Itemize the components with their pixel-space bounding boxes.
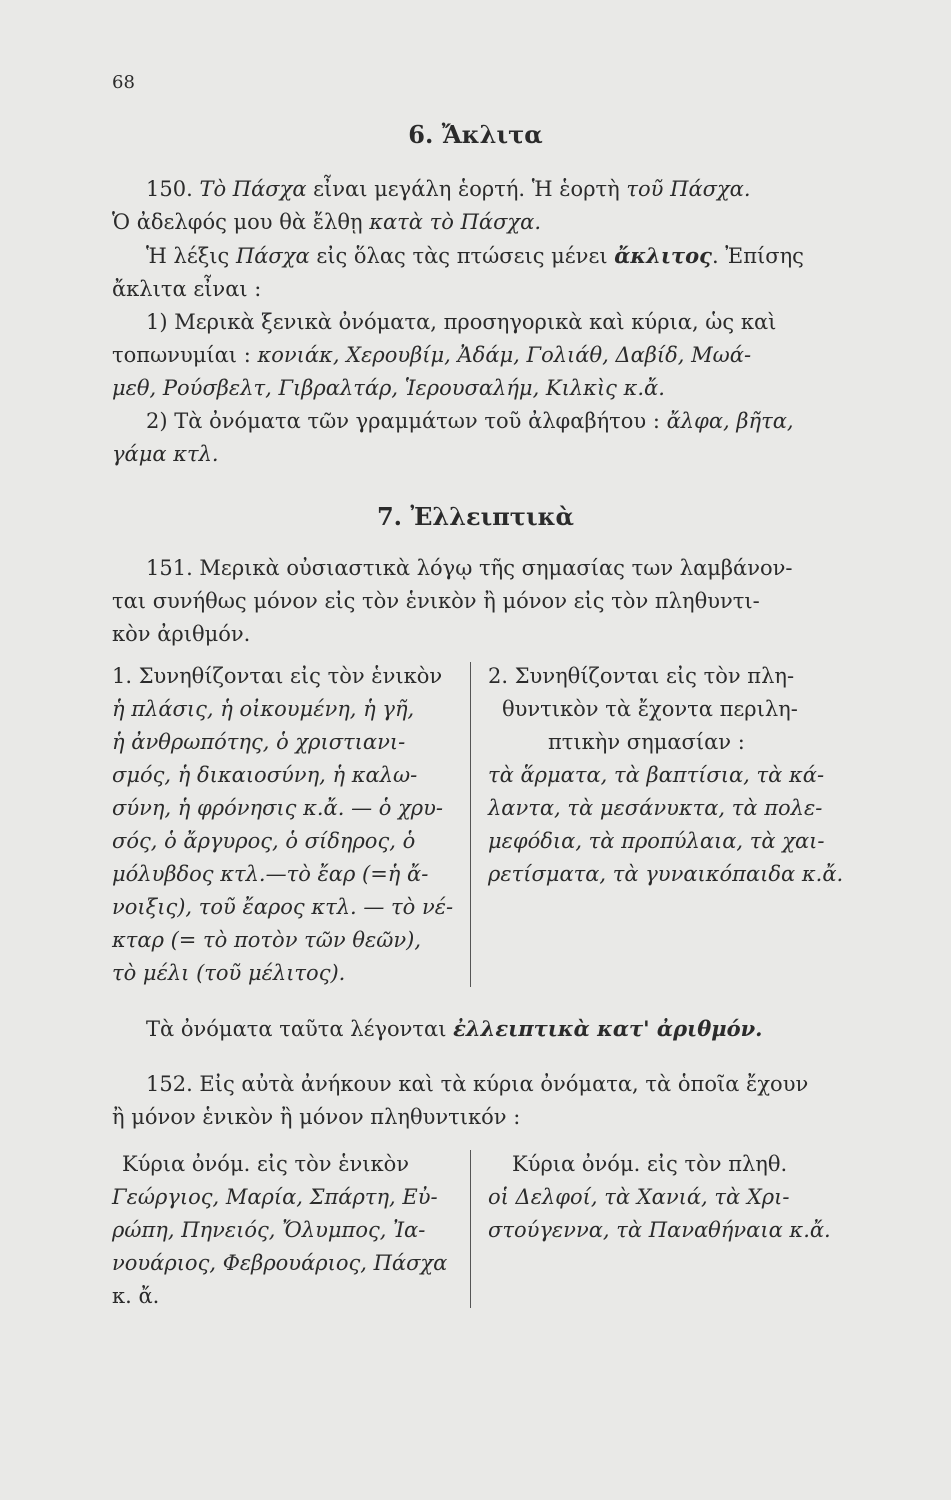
proper-plural-column bbox=[488, 1148, 838, 1247]
page-number: 68 bbox=[112, 72, 135, 93]
proper-singular-line: νουάριος, Φεβρουάριος, Πάσχα bbox=[112, 1251, 448, 1275]
singular-line: νοιξις), τοῦ ἔαρος κτλ. — τὸ νέ- bbox=[112, 895, 454, 919]
paragraph-152 bbox=[112, 1068, 842, 1134]
proper-singular-line: κ. ἄ. bbox=[112, 1284, 160, 1308]
singular-line: ἡ πλάσις, ἡ οἰκουμένη, ἡ γῆ, bbox=[112, 697, 415, 721]
p151-line3: κὸν ἀριθμόν. bbox=[112, 622, 251, 646]
plural-line: τὰ ἅρματα, τὰ βαπτίσια, τὰ κά- bbox=[488, 763, 825, 787]
section-7-title: 7. Ἐλλειπτικὰ bbox=[376, 502, 575, 531]
summary-line: Τὰ ὀνόματα ταῦτα λέγονται ἐλλειπτικὰ κατ' ἀριθμόν. bbox=[146, 1016, 763, 1041]
singular-line: σμός, ἡ δικαιοσύνη, ἡ καλω- bbox=[112, 763, 418, 787]
p150-line1: 150. Τὸ Πάσχα εἶναι μεγάλη ἑορτή. Ἡ ἑορτὴ τοῦ Πάσχα. bbox=[146, 177, 751, 201]
plural-line: λαντα, τὰ μεσάνυκτα, τὰ πολε- bbox=[488, 796, 823, 820]
proper-plural-line: στούγεννα, τὰ Παναθήναια κ.ἄ. bbox=[488, 1218, 831, 1242]
proper-plural-line: οἱ Δελφοί, τὰ Χανιά, τὰ Χρι- bbox=[488, 1185, 790, 1209]
p-lexis-line2: ἄκλιτα εἶναι : bbox=[112, 277, 262, 301]
p151-line1: 151. Μερικὰ οὐσιαστικὰ λόγῳ τῆς σημασίας των λαμβάνον- bbox=[146, 556, 793, 580]
singular-column bbox=[112, 660, 462, 990]
plural-head: θυντικὸν τὰ ἔχοντα περιλη- bbox=[502, 697, 798, 721]
plural-line: ρετίσματα, τὰ γυναικόπαιδα κ.ἄ. bbox=[488, 862, 844, 886]
plural-head: πτικὴν σημασίαν : bbox=[548, 730, 745, 754]
singular-line: τὸ μέλι (τοῦ μέλιτος). bbox=[112, 961, 346, 985]
singular-line: σός, ὁ ἄργυρος, ὁ σίδηρος, ὁ bbox=[112, 829, 416, 853]
p152-line1: 152. Εἰς αὐτὰ ἀνήκουν καὶ τὰ κύρια ὀνόματα, τὰ ὁποῖα ἔχουν bbox=[146, 1072, 809, 1096]
item2-line2: γάμα κτλ. bbox=[112, 442, 219, 466]
proper-singular-head: Κύρια ὀνόμ. εἰς τὸν ἑνικὸν bbox=[122, 1152, 409, 1176]
plural-head: 2. Συνηθίζονται εἰς τὸν πλη- bbox=[488, 664, 795, 688]
p152-line2: ἢ μόνον ἑνικὸν ἢ μόνον πληθυντικόν : bbox=[112, 1105, 521, 1129]
item1-line1: 1) Μερικὰ ξενικὰ ὀνόματα, προσηγορικὰ καὶ κύρια, ὡς καὶ bbox=[146, 310, 777, 334]
singular-line: σύνη, ἡ φρόνησις κ.ἄ. — ὁ χρυ- bbox=[112, 796, 444, 820]
section-6-title: 6. Ἄκλιτα bbox=[408, 120, 543, 149]
p150-line2: Ὁ ἀδελφός μου θὰ ἔλθῃ κατὰ τὸ Πάσχα. bbox=[112, 210, 542, 234]
item1-line2: τοπωνυμίαι : κονιάκ, Χερουβίμ, Ἀδάμ, Γολιάθ, Δαβίδ, Μωά- bbox=[112, 343, 752, 367]
p151-line2: ται συνήθως μόνον εἰς τὸν ἑνικὸν ἢ μόνον εἰς τὸν πληθυντι- bbox=[112, 589, 760, 613]
singular-line: μόλυβδος κτλ.—τὸ ἔαρ (=ἡ ἄ- bbox=[112, 862, 429, 886]
proper-singular-column bbox=[112, 1148, 462, 1313]
singular-head: 1. Συνηθίζονται εἰς τὸν ἑνικὸν bbox=[112, 664, 443, 688]
p-lexis-line1: Ἡ λέξις Πάσχα εἰς ὅλας τὰς πτώσεις μένει ἄκλιτος. Ἐπίσης bbox=[146, 243, 804, 268]
plural-column bbox=[488, 660, 844, 891]
proper-plural-head: Κύρια ὀνόμ. εἰς τὸν πληθ. bbox=[512, 1152, 788, 1176]
plural-line: μεφόδια, τὰ προπύλαια, τὰ χαι- bbox=[488, 829, 825, 853]
singular-line: κταρ (= τὸ ποτὸν τῶν θεῶν), bbox=[112, 928, 421, 952]
proper-singular-line: Γεώργιος, Μαρία, Σπάρτη, Εὐ- bbox=[112, 1185, 438, 1209]
item1-line3: μεθ, Ρούσβελτ, Γιβραλτάρ, Ἱερουσαλήμ, Κιλκὶς κ.ἄ. bbox=[112, 376, 665, 400]
item2-line1: 2) Τὰ ὀνόματα τῶν γραμμάτων τοῦ ἀλφαβήτου : ἄλφα, βῆτα, bbox=[146, 409, 794, 433]
column-divider bbox=[470, 662, 471, 987]
paragraph-151 bbox=[112, 552, 842, 651]
proper-singular-line: ρώπη, Πηνειός, Ὄλυμπος, Ἰα- bbox=[112, 1218, 426, 1242]
paragraph-150 bbox=[112, 173, 842, 471]
singular-line: ἡ ἀνθρωπότης, ὁ χριστιανι- bbox=[112, 730, 406, 754]
column-divider-2 bbox=[470, 1150, 471, 1308]
